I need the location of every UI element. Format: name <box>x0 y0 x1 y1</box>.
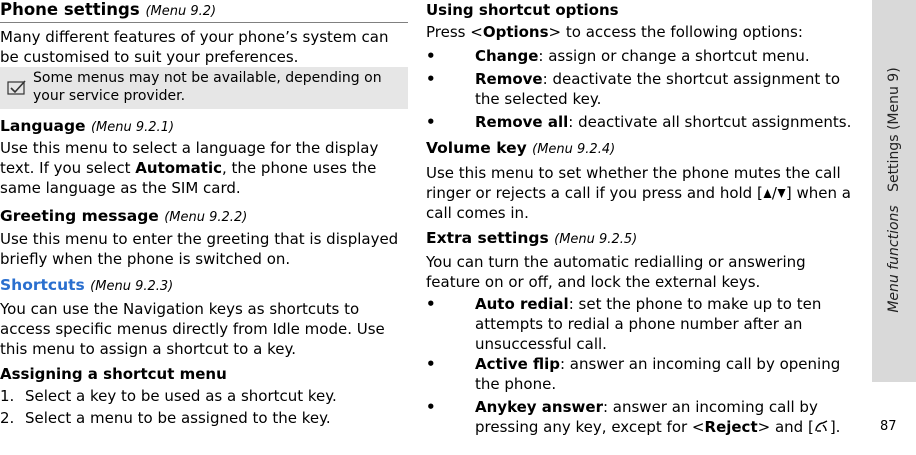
volume-down-icon <box>777 188 786 199</box>
shortcuts-text: You can use the Navigation keys as shortcuts to access specific menus directly from Idle mode. Use this menu to assign a shortcut to a key. <box>0 300 385 358</box>
intro-text: Many different features of your phone’s system can be customised to suit your preferences. <box>0 28 389 66</box>
volume-text: Use this menu to set whether the phone mutes the call ringer or rejects a call if you press and hold [ / ] when a call comes in. <box>426 164 851 222</box>
side-tab <box>872 0 916 382</box>
extra-heading: Extra settings (Menu 9.2.5) <box>426 229 638 247</box>
section-title: Phone settings (Menu 9.2) <box>0 0 217 19</box>
note-text: Some menus may not be available, depending on your service provider. <box>33 70 382 104</box>
extra-text: You can turn the automatic redialling or answering feature on or off, and lock the external keys. <box>426 253 806 291</box>
title-rule <box>0 22 408 23</box>
end-call-icon <box>814 420 830 433</box>
using-heading: Using shortcut options <box>426 1 619 19</box>
checkmark-note-icon <box>7 80 27 96</box>
volume-up-icon <box>763 188 772 199</box>
greeting-heading: Greeting message (Menu 9.2.2) <box>0 207 248 225</box>
shortcuts-heading: Shortcuts (Menu 9.2.3) <box>0 276 174 294</box>
assign-heading: Assigning a shortcut menu <box>0 365 227 383</box>
page-number: 87 <box>880 419 897 434</box>
language-text: Use this menu to select a language for the display text. If you select Automatic, the phone uses the same language as the SIM card. <box>0 139 379 197</box>
note-box <box>0 67 408 109</box>
options-intro: Press <Options> to access the following options: <box>426 23 803 41</box>
side-tab-label: Menu functions Settings (Menu 9) <box>886 67 902 313</box>
language-heading: Language (Menu 9.2.1) <box>0 117 175 135</box>
volume-heading: Volume key (Menu 9.2.4) <box>426 139 616 157</box>
greeting-text: Use this menu to enter the greeting that is displayed briefly when the phone is switched on. <box>0 230 399 268</box>
